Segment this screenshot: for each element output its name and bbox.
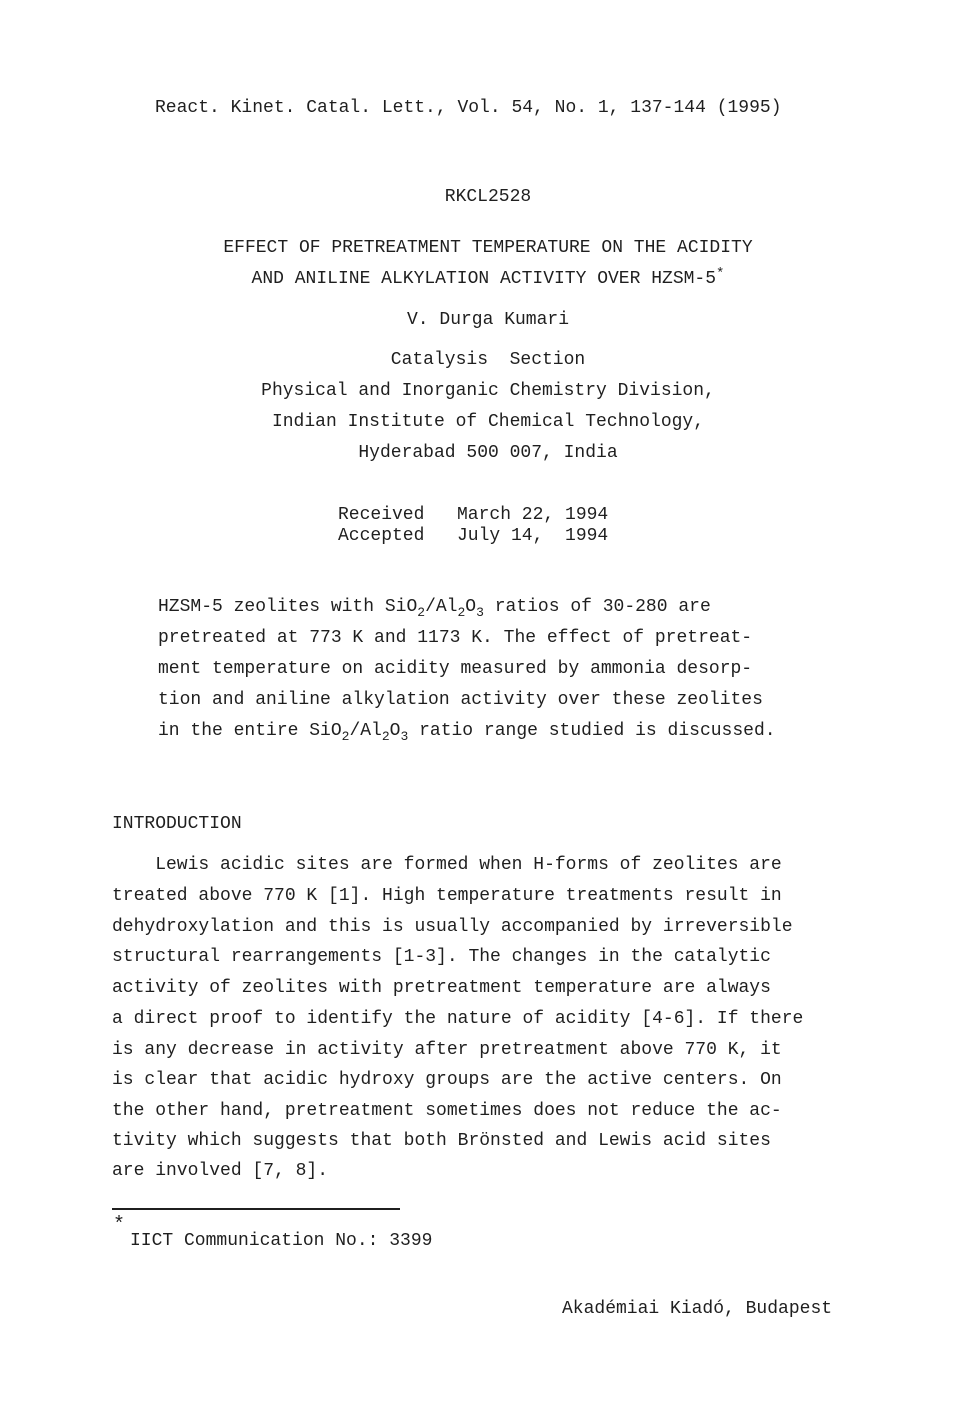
subscript: 2 bbox=[381, 729, 390, 744]
accepted-date: July 14, 1994 bbox=[457, 526, 609, 546]
affiliation-line-2: Physical and Inorganic Chemistry Division, bbox=[261, 381, 715, 401]
author: V. Durga Kumari bbox=[406, 310, 570, 330]
intro-line: Lewis acidic sites are formed when H-forms of zeolites are bbox=[112, 855, 782, 875]
subscript: 2 bbox=[457, 605, 466, 620]
affiliation-line-4: Hyderabad 500 007, India bbox=[358, 443, 618, 463]
subscript: 3 bbox=[476, 605, 484, 620]
article-code: RKCL2528 bbox=[444, 187, 532, 207]
abstract-text: O bbox=[465, 597, 477, 617]
intro-line: structural rearrangements [1-3]. The changes in the catalytic bbox=[112, 947, 771, 967]
abstract-text: in the entire SiO bbox=[158, 721, 342, 741]
title-footnote-mark: * bbox=[716, 266, 725, 282]
journal-citation: React. Kinet. Catal. Lett., Vol. 54, No. 1, 137-144 (1995) bbox=[155, 98, 782, 118]
abstract-text: ratio range studied is discussed. bbox=[408, 721, 776, 741]
abstract-text: /Al bbox=[349, 721, 382, 741]
title-line-2 bbox=[0, 268, 976, 290]
intro-line: are involved [7, 8]. bbox=[112, 1161, 329, 1181]
subscript: 2 bbox=[341, 729, 350, 744]
title-line-2-text: AND ANILINE ALKYLATION ACTIVITY OVER HZSM-5 bbox=[251, 269, 717, 289]
affiliation-line-3: Indian Institute of Chemical Technology, bbox=[271, 412, 705, 432]
footnote-text: IICT Communication No.: 3399 bbox=[130, 1231, 433, 1251]
received-label: Received bbox=[338, 505, 425, 525]
footnote-divider bbox=[112, 1208, 400, 1210]
intro-line: the other hand, pretreatment sometimes does not reduce the ac- bbox=[112, 1101, 782, 1121]
title-line-1: EFFECT OF PRETREATMENT TEMPERATURE ON THE ACIDITY bbox=[223, 238, 753, 258]
intro-line: a direct proof to identify the nature of acidity [4-6]. If there bbox=[112, 1009, 804, 1029]
intro-line: is any decrease in activity after pretreatment above 770 K, it bbox=[112, 1040, 782, 1060]
received-date: March 22, 1994 bbox=[457, 505, 609, 525]
accepted-label: Accepted bbox=[338, 526, 425, 546]
intro-line: treated above 770 K [1]. High temperature treatments result in bbox=[112, 886, 782, 906]
intro-line: is clear that acidic hydroxy groups are the active centers. On bbox=[112, 1070, 782, 1090]
abstract-text: HZSM-5 zeolites with SiO bbox=[158, 597, 418, 617]
abstract-text: ratios of 30-280 are bbox=[483, 597, 711, 617]
abstract-line-3: ment temperature on acidity measured by ammonia desorp- bbox=[158, 659, 753, 679]
subscript: 2 bbox=[417, 605, 426, 620]
affiliation-line-1: Catalysis Section bbox=[390, 350, 586, 370]
publisher: Akadémiai Kiadó, Budapest bbox=[562, 1299, 833, 1319]
abstract-line-4: tion and aniline alkylation activity over these zeolites bbox=[158, 690, 763, 710]
abstract-line-5 bbox=[158, 720, 776, 742]
abstract-text: /Al bbox=[425, 597, 458, 617]
intro-line: tivity which suggests that both Brönsted and Lewis acid sites bbox=[112, 1131, 771, 1151]
intro-line: dehydroxylation and this is usually accompanied by irreversible bbox=[112, 917, 793, 937]
intro-line: activity of zeolites with pretreatment temperature are always bbox=[112, 978, 771, 998]
section-heading-introduction: INTRODUCTION bbox=[112, 814, 242, 834]
abstract-line-2: pretreated at 773 K and 1173 K. The effect of pretreat- bbox=[158, 628, 753, 648]
abstract-text: O bbox=[389, 721, 401, 741]
footnote-mark: * bbox=[113, 1214, 126, 1237]
subscript: 3 bbox=[400, 729, 409, 744]
abstract-line-1 bbox=[158, 596, 711, 618]
